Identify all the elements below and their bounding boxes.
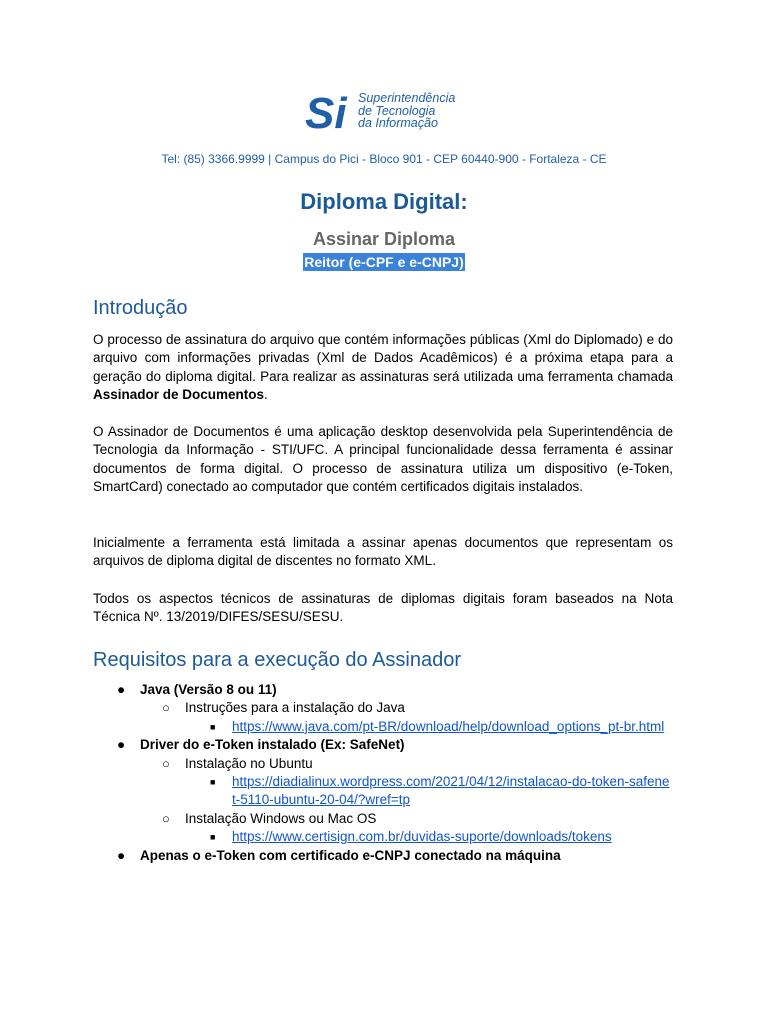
- logo-line-2: de Tecnologia: [358, 103, 436, 118]
- sti-logo: [305, 90, 455, 134]
- intro-paragraph-2: O Assinador de Documentos é uma aplicação desktop desenvolvida pela Superintendência de Tecnologia da Informação - STI/UFC. A principal funcionalidade dessa ferramenta é assinar documentos de forma digital. O processo de assinatura utiliza um dispositivo (e-Token, SmartCard) conectado ao computador que contém certificados digitais instalados.: [93, 424, 673, 495]
- intro-p1-end: .: [264, 387, 268, 403]
- contact-line: Tel: (85) 3366.9999 | Campus do Pici - Bloco 901 - CEP 60440-900 - Fortaleza - CE: [161, 152, 607, 166]
- list-item-ubuntu: [93, 755, 683, 773]
- list-item-java-link: [93, 718, 670, 736]
- bullet-disc: ●: [117, 737, 126, 753]
- logo-letters: Si: [305, 90, 347, 134]
- bullet-disc: ●: [117, 847, 126, 863]
- assinador-name: Assinador de Documentos: [93, 387, 265, 403]
- document-title: Diploma Digital:: [300, 189, 468, 214]
- document-role-wrap: [0, 254, 768, 272]
- java-label: Java (Versão 8 ou 11): [140, 682, 277, 697]
- intro-paragraph-3: Inicialmente a ferramenta está limitada a assinar apenas documentos que representam os arquivos de diploma digital de discentes no formato XML.: [93, 535, 673, 569]
- bullet-circle: ○: [162, 810, 170, 826]
- ubuntu-label: Instalação no Ubuntu: [185, 755, 313, 771]
- logo-line-1: Superintendência: [358, 91, 456, 105]
- document-role-highlight: Reitor (e-CPF e e-CNPJ): [304, 254, 464, 270]
- winmac-label: Instalação Windows ou Mac OS: [185, 810, 377, 826]
- java-download-link[interactable]: https://www.java.com/pt-BR/download/help/download_options_pt-br.html: [232, 718, 665, 734]
- driver-label: Driver do e-Token instalado (Ex: SafeNet): [140, 737, 405, 753]
- requirements-list: [93, 681, 683, 865]
- logo-line-3: da Informação: [358, 116, 438, 130]
- requirements-heading: Requisitos para a execução do Assinador: [93, 649, 462, 671]
- list-item-winmac: [93, 810, 683, 828]
- etoken-label: Apenas o e-Token com certificado e-CNPJ conectado na máquina: [140, 847, 561, 863]
- list-item-driver: [93, 736, 683, 754]
- bullet-square: ■: [210, 832, 216, 843]
- logo-text: [358, 92, 455, 130]
- intro-p1-text: O processo de assinatura do arquivo que contém informações públicas (Xml do Diplomado) e do arquivo com informações privadas (Xml de Dados Acadêmicos) é a próxima etapa para a geração do diploma digital. Para realizar as assinaturas será utilizada uma ferramenta chamada: [93, 332, 673, 384]
- intro-paragraph-4: Todos os aspectos técnicos de assinaturas de diplomas digitais foram baseados na Nota Técnica Nº. 13/2019/DIFES/SESU/SESU.: [93, 591, 673, 625]
- list-item-ubuntu-link: [93, 773, 670, 810]
- list-item-java-instructions: [93, 699, 683, 717]
- document-subtitle: Assinar Diploma: [312, 229, 456, 249]
- bullet-disc: ●: [117, 682, 126, 697]
- bullet-circle: ○: [162, 700, 170, 716]
- certisign-tokens-link[interactable]: https://www.certisign.com.br/duvidas-suporte/downloads/tokens: [232, 829, 612, 845]
- intro-heading: Introdução: [93, 297, 188, 319]
- list-item-winmac-link: [93, 828, 670, 846]
- bullet-square: ■: [210, 721, 216, 732]
- intro-paragraph-1: [93, 331, 673, 405]
- list-item-java: [93, 681, 683, 699]
- bullet-circle: ○: [162, 755, 170, 771]
- ubuntu-install-link[interactable]: https://diadialinux.wordpress.com/2021/04/12/instalacao-do-token-safenet-5110-ubuntu-20-04/?wref=tp: [232, 774, 670, 808]
- bullet-square: ■: [210, 777, 216, 788]
- sti-logo-icon: [305, 90, 357, 134]
- java-instructions-label: Instruções para a instalação do Java: [185, 700, 405, 716]
- list-item-etoken: [93, 847, 683, 865]
